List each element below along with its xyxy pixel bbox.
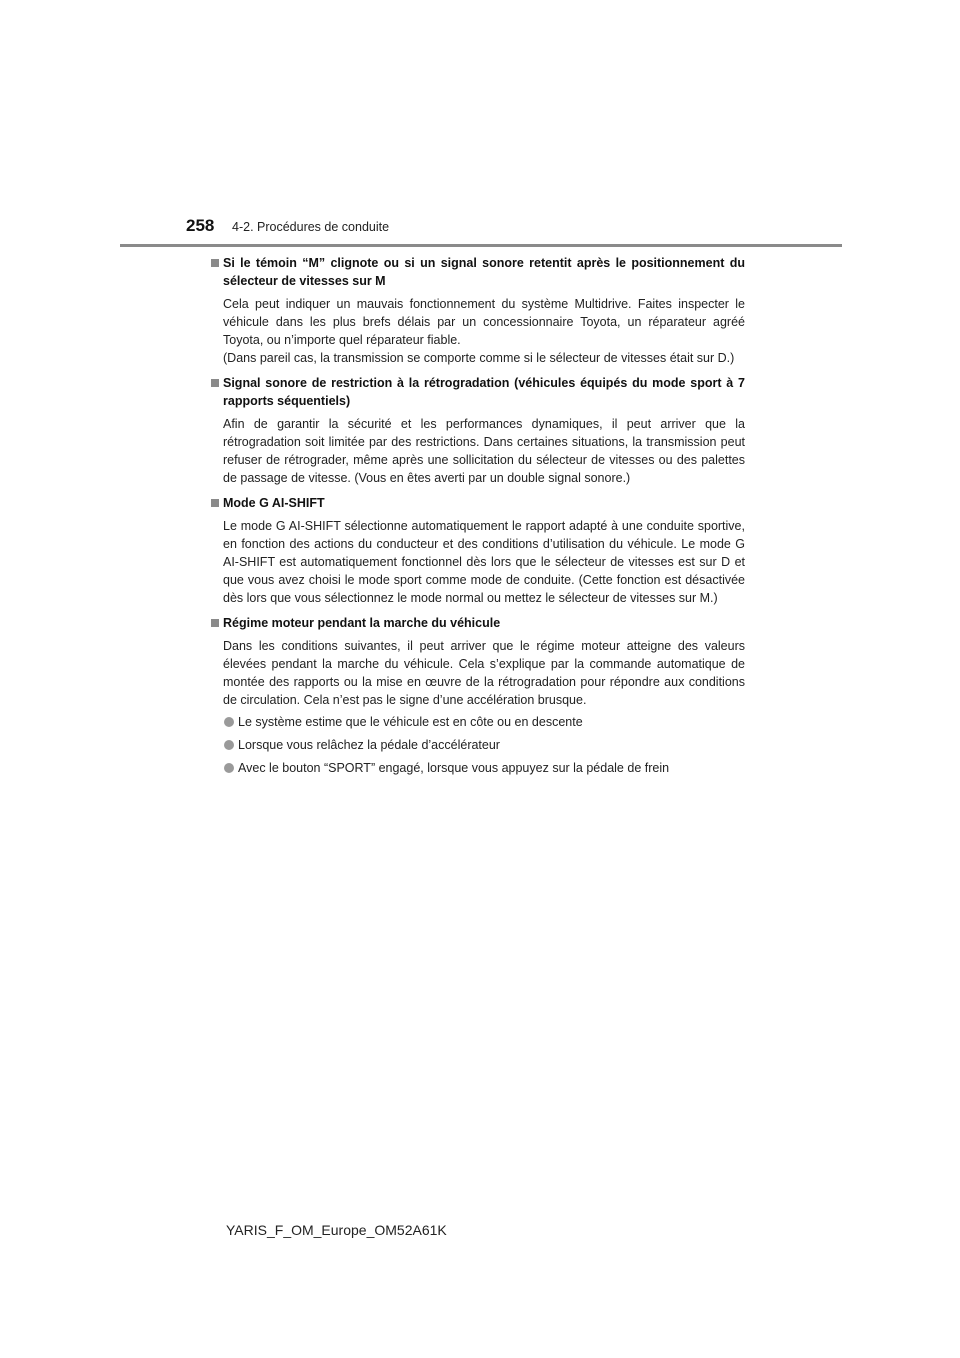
section-multidrive-warning bbox=[211, 254, 745, 367]
section-body bbox=[211, 517, 745, 607]
list-item: Le système estime que le véhicule est en côte ou en descente bbox=[211, 713, 745, 731]
section-body bbox=[211, 415, 745, 487]
circle-bullet-icon bbox=[224, 740, 234, 750]
page-number: 258 bbox=[186, 216, 215, 235]
square-marker-icon bbox=[211, 259, 219, 267]
list-item: Lorsque vous relâchez la pédale d’accélérateur bbox=[211, 736, 745, 754]
section-body bbox=[211, 637, 745, 709]
paragraph: Afin de garantir la sécurité et les performances dynamiques, il peut arriver que la rétrogradation soit limitée par des restrictions. Dans certaines situations, la transmission peut refuser de rétrograder, même après une sollicitation du sélecteur de vitesses ou des palettes de passage de vitesse. (Vous en êtes averti par un double signal sonore.) bbox=[223, 417, 745, 485]
section-engine-speed bbox=[211, 614, 745, 777]
section-downshift-restriction bbox=[211, 374, 745, 487]
page-content bbox=[211, 254, 745, 784]
section-title: 4-2. Procédures de conduite bbox=[232, 220, 390, 234]
circle-bullet-icon bbox=[224, 763, 234, 773]
section-heading: Régime moteur pendant la marche du véhicule bbox=[211, 614, 745, 632]
section-heading: Mode G AI-SHIFT bbox=[211, 494, 745, 512]
bullet-list bbox=[211, 713, 745, 777]
square-marker-icon bbox=[211, 619, 219, 627]
header-divider bbox=[120, 244, 842, 247]
paragraph: Cela peut indiquer un mauvais fonctionnement du système Multidrive. Faites inspecter le véhicule dans les plus brefs délais par un concessionnaire Toyota, un réparateur agréé Toyota, ou n’importe quel réparateur fiable. bbox=[223, 297, 745, 347]
section-g-ai-shift bbox=[211, 494, 745, 607]
document-code: YARIS_F_OM_Europe_OM52A61K bbox=[226, 1222, 447, 1238]
section-heading: Si le témoin “M” clignote ou si un signal sonore retentit après le positionnement du sélecteur de vitesses sur M bbox=[211, 254, 745, 290]
circle-bullet-icon bbox=[224, 717, 234, 727]
list-item: Avec le bouton “SPORT” engagé, lorsque vous appuyez sur la pédale de frein bbox=[211, 759, 745, 777]
square-marker-icon bbox=[211, 499, 219, 507]
section-body bbox=[211, 295, 745, 367]
paragraph: (Dans pareil cas, la transmission se comporte comme si le sélecteur de vitesses était sur D.) bbox=[223, 351, 735, 365]
paragraph: Dans les conditions suivantes, il peut arriver que le régime moteur atteigne des valeurs élevées pendant la marche du véhicule. Cela s’explique par la commande automatique de montée des rapports ou la mise en œuvre de la rétrogradation pour répondre aux conditions de circulation. Cela n’est pas le signe d’une accélération brusque. bbox=[223, 639, 745, 707]
paragraph: Le mode G AI-SHIFT sélectionne automatiquement le rapport adapté à une conduite sportive, en fonction des actions du conducteur et des conditions d’utilisation du véhicule. Le mode G AI-SHIFT est automatiquement fonctionnel dès lors que le sélecteur de vitesses est sur D et que vous avez choisi le mode sport comme mode de conduite. (Cette fonction est désactivée dès lors que vous sélectionnez le mode normal ou mettez le sélecteur de vitesses sur M.) bbox=[223, 519, 745, 605]
page-header bbox=[0, 0, 960, 250]
section-heading: Signal sonore de restriction à la rétrogradation (véhicules équipés du mode sport à 7 rapports séquentiels) bbox=[211, 374, 745, 410]
square-marker-icon bbox=[211, 379, 219, 387]
